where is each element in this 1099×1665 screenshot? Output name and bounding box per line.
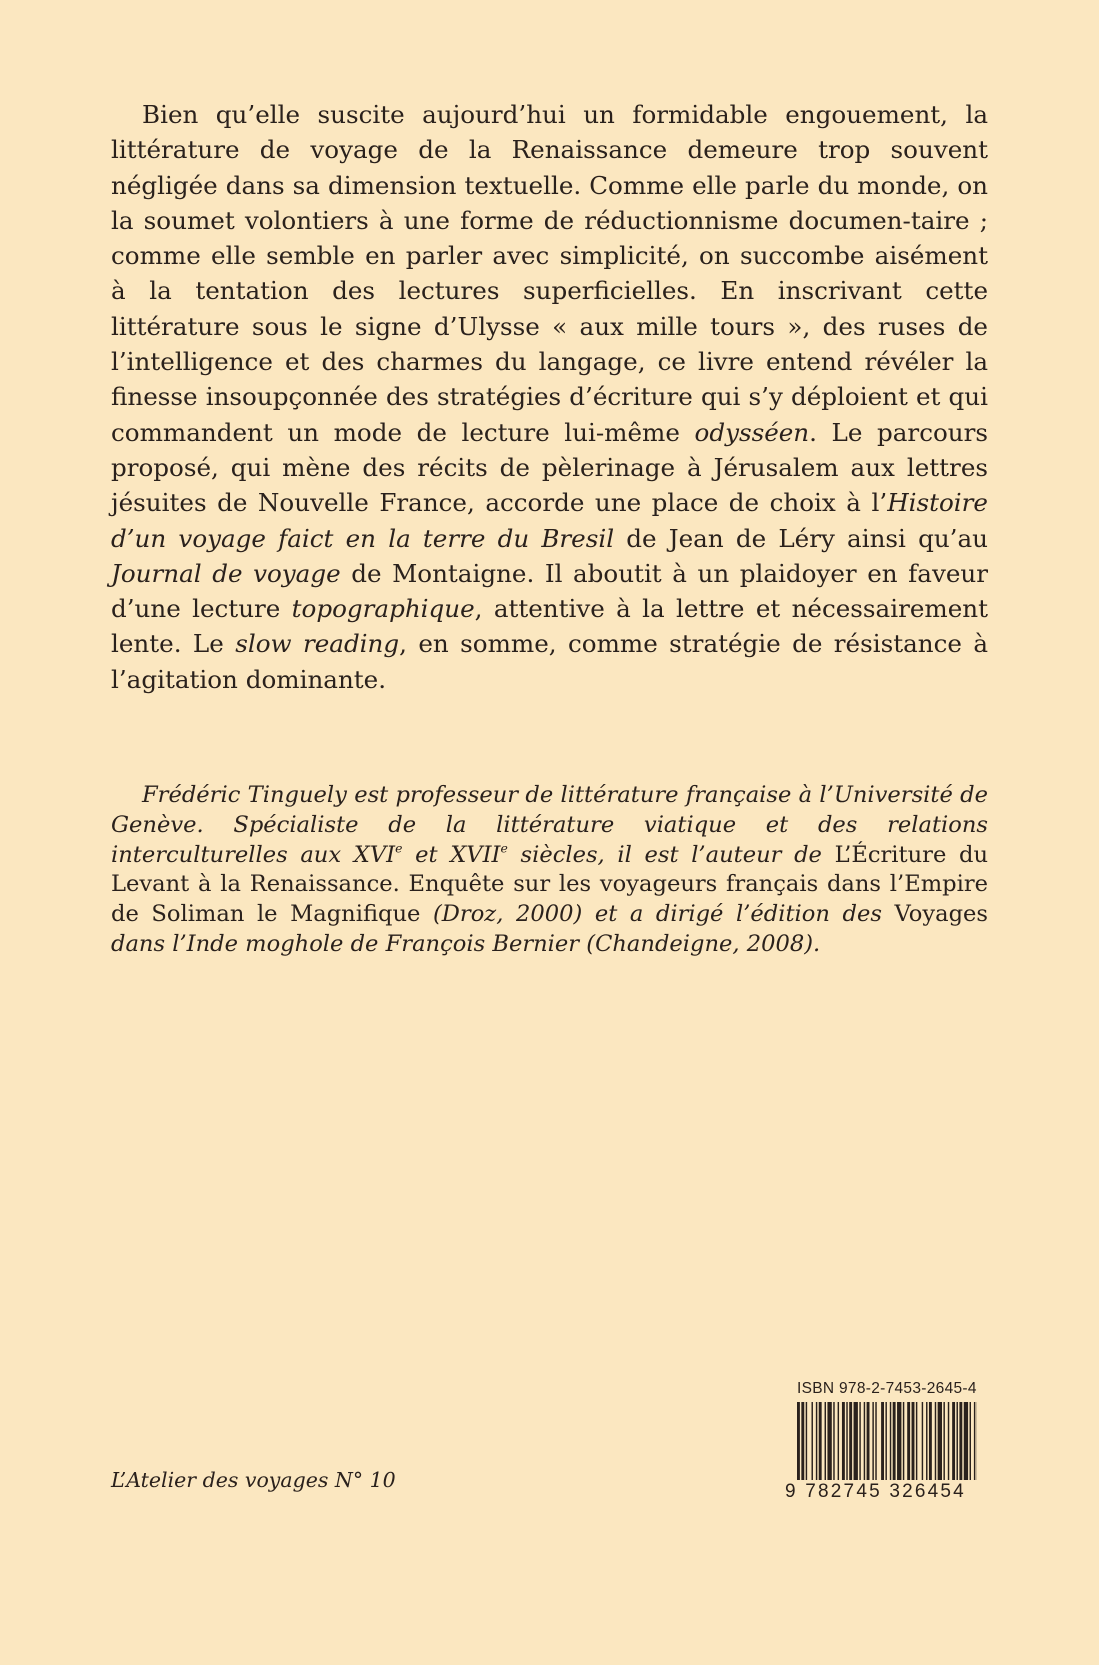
blurb-italic-journal: Journal de voyage	[111, 558, 341, 588]
bio-superscript: e	[395, 840, 403, 856]
bio-text: (Droz, 2000) et a dirigé l’édition des	[420, 901, 895, 928]
bio-text: Frédéric Tinguely est professeur de littérature française à l’Université de Genève. Spécialiste de la littérature viatique et des relations interculturelles aux XVI	[111, 782, 988, 868]
blurb-italic-histoire: Histoire d’un voyage faict en la terre du Bresil	[111, 488, 988, 553]
ean-digits: 9 782745 326454	[785, 1481, 966, 1502]
blurb-italic-topographique: topographique	[291, 594, 475, 624]
blurb-paragraph	[111, 97, 988, 697]
blurb-text: , attentive à la lettre et nécessairement lente. Le	[111, 594, 988, 659]
bio-superscript: e	[500, 840, 508, 856]
isbn-label: ISBN 978-2-7453-2645-4	[797, 1380, 977, 1397]
blurb-italic-slow-reading: slow reading	[235, 629, 400, 659]
barcode-bars-icon	[797, 1402, 977, 1480]
blurb-text: de Jean de Léry ainsi qu’au	[614, 523, 988, 553]
bio-book-title-voyages: Voyages	[894, 901, 988, 928]
isbn-barcode	[785, 1380, 985, 1510]
blurb-text: , en somme, comme stratégie de résistance à l’agitation dominante.	[111, 629, 989, 694]
blurb-text: de Montaigne. Il aboutit à un plaidoyer en faveur d’une lecture	[111, 558, 988, 624]
blurb-text: . Le parcours proposé, qui mène des récits de pèlerinage à Jérusalem aux lettres jésuites de Nouvelle France, accorde une place de choix à l’	[111, 417, 988, 518]
author-bio	[111, 781, 988, 960]
bio-text: dans l’Inde moghole de François Bernier (Chandeigne, 2008).	[111, 930, 821, 957]
bio-text: siècles, il est l’auteur de	[507, 841, 835, 868]
bio-text: et XVII	[402, 841, 501, 868]
blurb-text: Bien qu’elle suscite aujourd’hui un formidable engouement, la littérature de voyage de la Renaissance demeure trop souvent négligée dans sa dimension textuelle. Comme elle parle du monde, on la soumet volontiers à une forme de réductionnisme documen-taire ; comme elle semble en parler avec simplicité, on succombe aisément à la tentation des lectures superficielles. En inscrivant cette littérature sous le signe d’Ulysse « aux mille tours », des ruses de l’intelligence et des charmes du langage, ce livre entend révéler la finesse insoupçonnée des stratégies d’écriture qui s’y déploient et qui commandent un mode de lecture lui-même	[111, 100, 988, 447]
blurb-italic-odysseen: odysséen	[694, 417, 810, 447]
bio-book-title: L’Écriture du Levant à la Renaissance. Enquête sur les voyageurs français dans l’Empire de Soliman le Magnifique	[111, 841, 988, 928]
series-label: L’Atelier des voyages N° 10	[111, 1468, 396, 1492]
